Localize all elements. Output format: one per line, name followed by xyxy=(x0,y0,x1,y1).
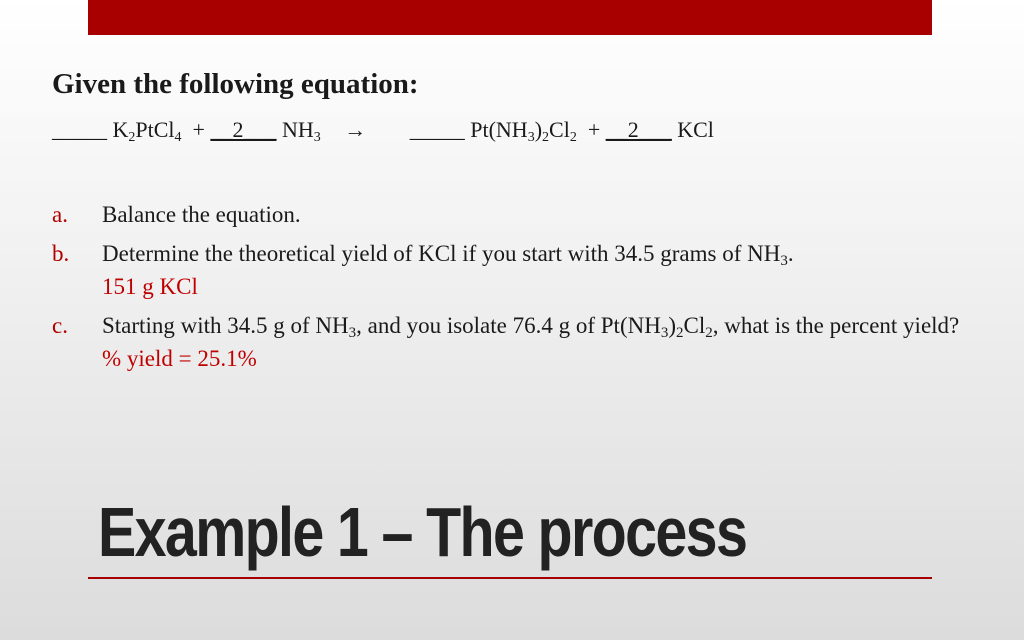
title-underline xyxy=(88,577,932,579)
chemical-equation xyxy=(52,117,714,143)
item-text: Determine the theoretical yield of KCl if you start with 34.5 grams of $NH_3$. xyxy=(102,241,794,269)
reactant-2: $NH_3$ xyxy=(281,117,321,145)
answer-text: 151 g KCl xyxy=(102,274,198,299)
equation-heading: Given the following equation: xyxy=(52,68,419,100)
question-list xyxy=(52,198,972,381)
list-item xyxy=(52,237,972,303)
reaction-arrow-icon: → xyxy=(344,117,367,142)
product-1: $Pt(NH_3)_2Cl_2$ xyxy=(470,117,577,145)
item-text: Balance the equation. xyxy=(102,202,301,227)
blank-coefficient-2: _____ xyxy=(409,117,465,142)
plus-sign-2: + xyxy=(587,117,601,142)
item-text: Starting with 34.5 g of $NH_3$, and you isolate 76.4 g of $Pt(NH_3)_2Cl_2$, what is the percent yield? xyxy=(102,313,960,341)
blank-coefficient-1: _____ xyxy=(52,117,107,142)
top-accent-bar xyxy=(88,0,932,35)
plus-sign-1: + xyxy=(192,117,205,142)
list-marker: a. xyxy=(52,202,68,227)
slide-title: Example 1 – The process xyxy=(98,493,747,571)
reactant-1: $K_2PtCl_4$ xyxy=(112,117,182,145)
answer-text: % yield = 25.1% xyxy=(102,346,257,371)
coefficient-nh3: __2___ xyxy=(210,117,277,142)
list-item xyxy=(52,198,972,231)
coefficient-kcl: __2___ xyxy=(605,117,672,142)
list-marker: c. xyxy=(52,313,68,338)
product-2: KCl xyxy=(677,117,714,142)
list-marker: b. xyxy=(52,241,70,266)
list-item xyxy=(52,309,972,375)
